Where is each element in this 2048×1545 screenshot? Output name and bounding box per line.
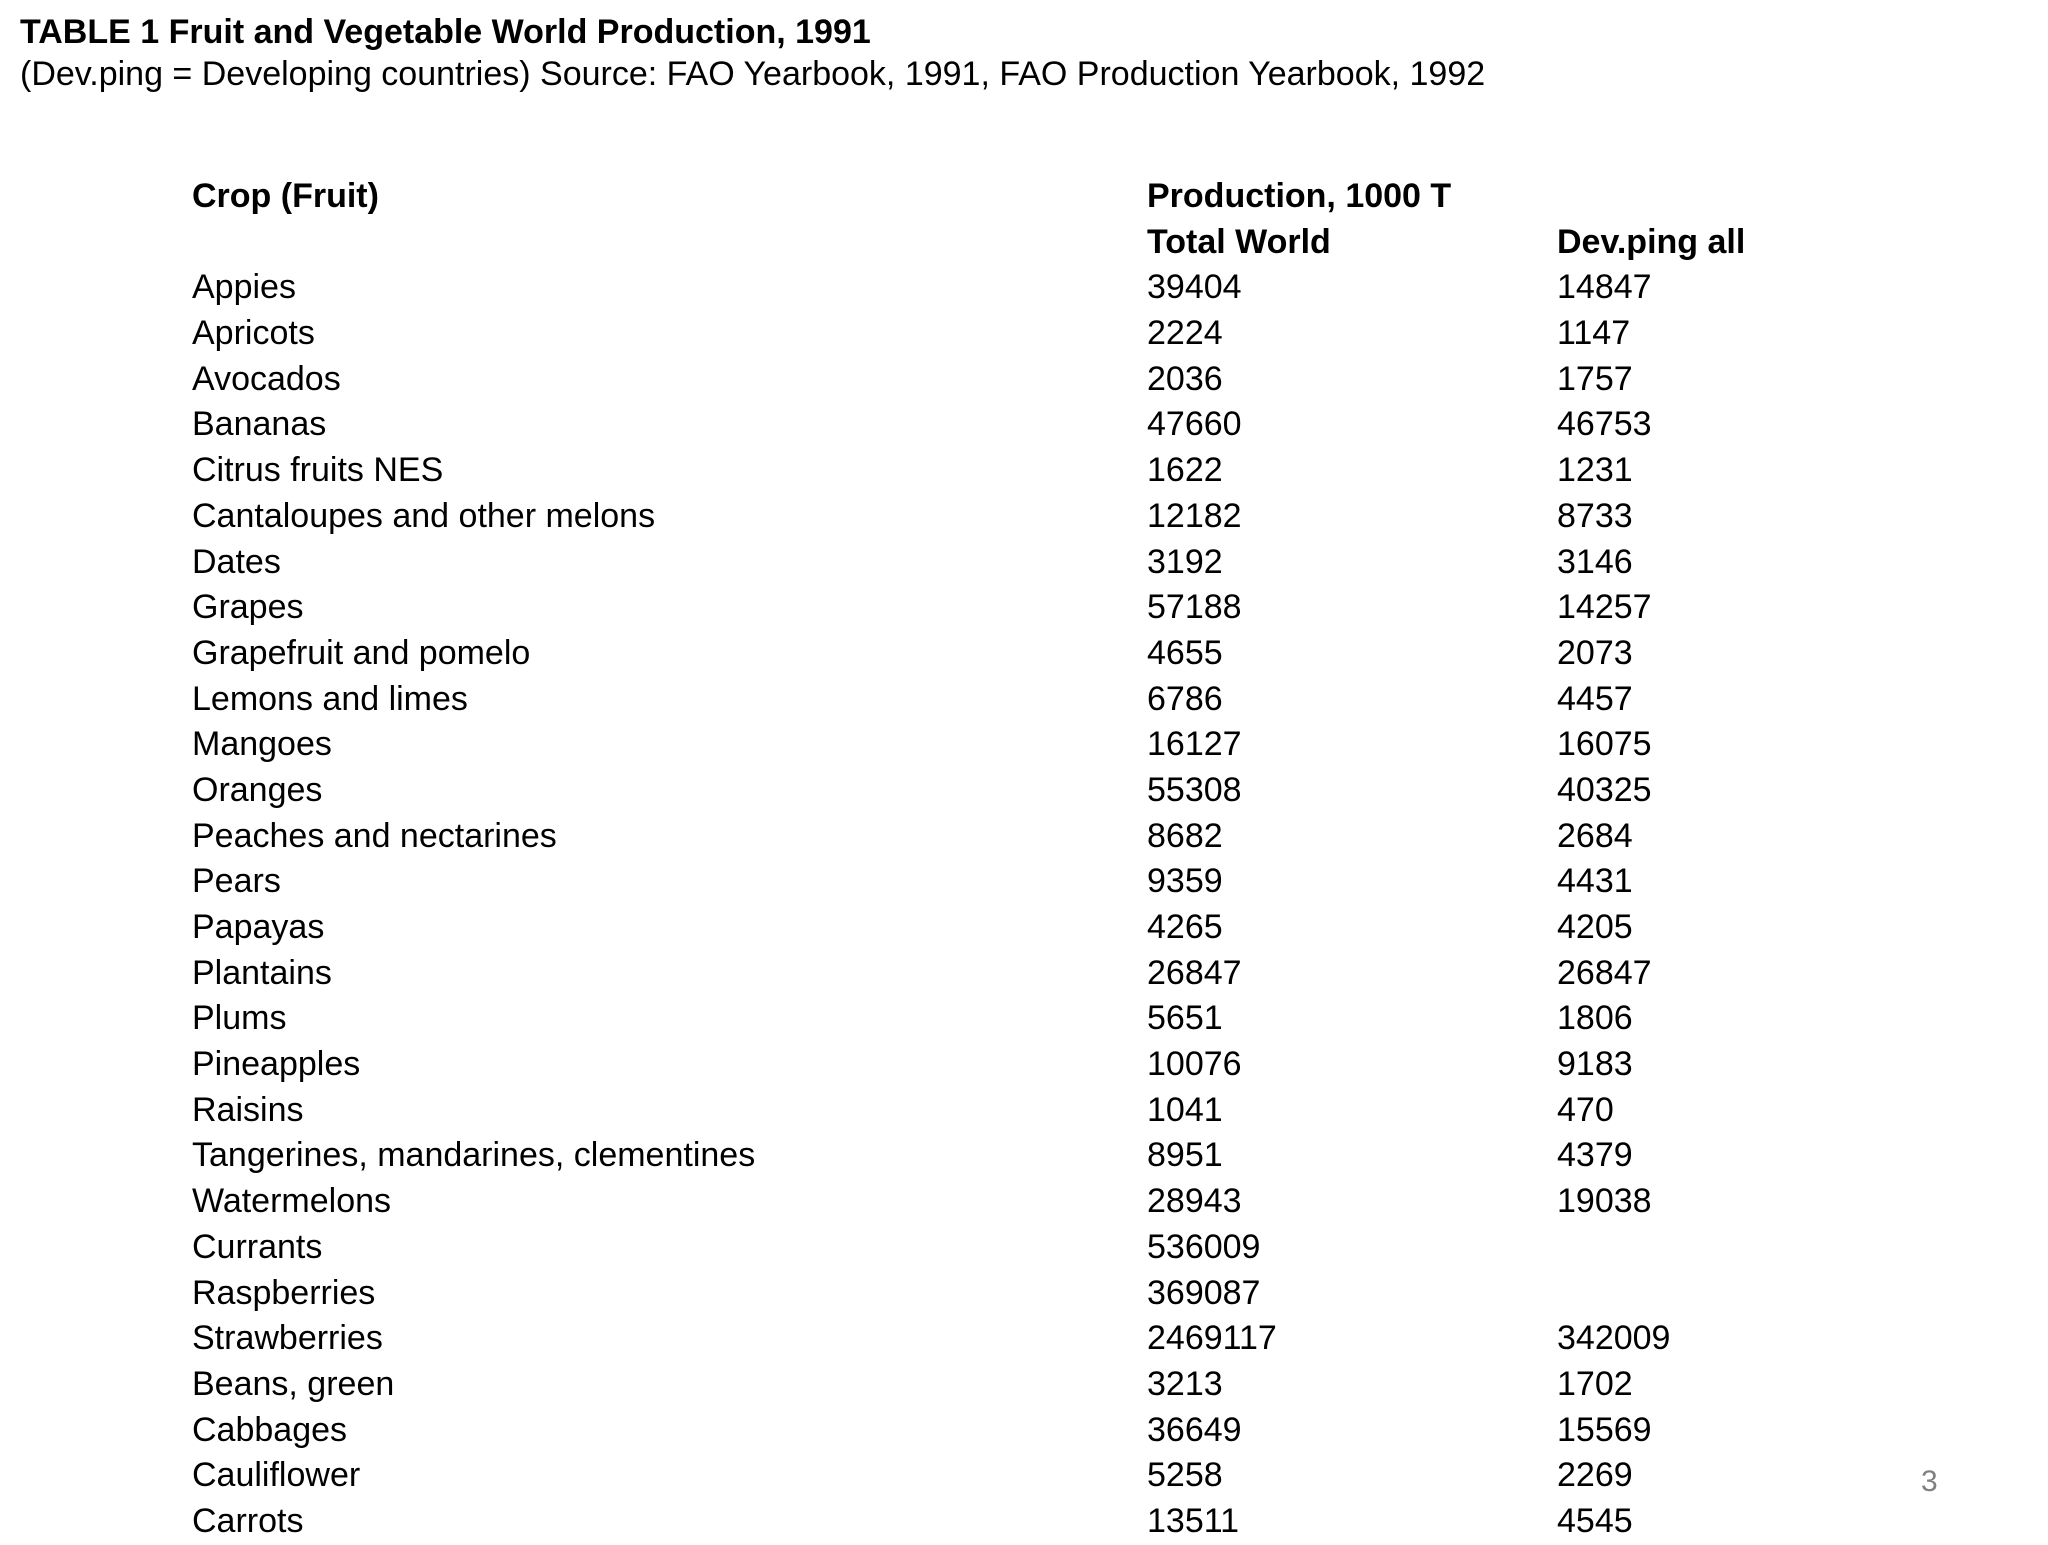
dev-ping-all-cell: 19038 bbox=[1557, 1182, 1652, 1221]
crop-cell: Cantaloupes and other melons bbox=[192, 496, 656, 535]
dev-ping-all-cell: 2073 bbox=[1557, 633, 1633, 672]
crop-cell: Tangerines, mandarines, clementines bbox=[192, 1136, 756, 1175]
total-world-cell: 2224 bbox=[1147, 314, 1223, 353]
crop-cell: Apricots bbox=[192, 314, 315, 353]
total-world-cell: 13511 bbox=[1147, 1501, 1240, 1540]
crop-cell: Carrots bbox=[192, 1501, 304, 1540]
total-world-cell: 1622 bbox=[1147, 451, 1223, 490]
total-world-cell: 3192 bbox=[1147, 542, 1223, 581]
dev-ping-all-cell: 8733 bbox=[1557, 496, 1633, 535]
dev-ping-all-cell: 9183 bbox=[1557, 1045, 1633, 1084]
dev-ping-all-cell: 4457 bbox=[1557, 679, 1633, 718]
dev-ping-all-cell: 1806 bbox=[1557, 999, 1633, 1038]
crop-cell: Plums bbox=[192, 999, 287, 1038]
crop-cell: Raisins bbox=[192, 1090, 304, 1129]
dev-ping-all-cell: 14847 bbox=[1557, 268, 1652, 307]
total-world-cell: 16127 bbox=[1147, 725, 1242, 764]
total-world-cell: 9359 bbox=[1147, 862, 1223, 901]
total-world-cell: 28943 bbox=[1147, 1182, 1242, 1221]
dev-ping-all-cell: 14257 bbox=[1557, 588, 1652, 627]
total-world-cell: 12182 bbox=[1147, 496, 1242, 535]
dev-ping-all-cell: 342009 bbox=[1557, 1319, 1671, 1358]
column-header-crop: Crop (Fruit) bbox=[192, 177, 379, 215]
table-subtitle: (Dev.ping = Developing countries) Source: FAO Yearbook, 1991, FAO Production Yearbook, 1992 bbox=[20, 55, 1486, 93]
total-world-cell: 536009 bbox=[1147, 1227, 1261, 1266]
dev-ping-all-cell: 4545 bbox=[1557, 1501, 1633, 1540]
crop-cell: Lemons and limes bbox=[192, 679, 468, 718]
dev-ping-all-cell: 2269 bbox=[1557, 1456, 1633, 1495]
total-world-cell: 57188 bbox=[1147, 588, 1242, 627]
crop-cell: Mangoes bbox=[192, 725, 332, 764]
dev-ping-all-cell: 40325 bbox=[1557, 770, 1652, 809]
page-number: 3 bbox=[1921, 1465, 1938, 1498]
crop-cell: Papayas bbox=[192, 908, 325, 946]
total-world-cell: 8951 bbox=[1147, 1136, 1223, 1175]
crop-cell: Avocados bbox=[192, 359, 341, 398]
crop-cell: Cabbages bbox=[192, 1410, 348, 1449]
total-world-cell: 6786 bbox=[1147, 679, 1223, 718]
total-world-cell: 2469117 bbox=[1147, 1319, 1277, 1358]
dev-ping-all-cell: 1147 bbox=[1557, 314, 1631, 353]
dev-ping-all-cell: 1231 bbox=[1557, 451, 1633, 490]
total-world-cell: 36649 bbox=[1147, 1410, 1242, 1449]
total-world-cell: 39404 bbox=[1147, 268, 1242, 307]
crop-cell: Raspberries bbox=[192, 1273, 376, 1312]
total-world-cell: 4655 bbox=[1147, 633, 1223, 672]
total-world-cell: 369087 bbox=[1147, 1273, 1261, 1312]
crop-cell: Cauliflower bbox=[192, 1456, 361, 1495]
crop-cell: Watermelons bbox=[192, 1182, 392, 1221]
total-world-cell: 4265 bbox=[1147, 908, 1223, 946]
crop-cell: Bananas bbox=[192, 405, 327, 444]
crop-cell: Peaches and nectarines bbox=[192, 816, 557, 855]
crop-cell: Appies bbox=[192, 268, 296, 307]
crop-cell: Beans, green bbox=[192, 1364, 395, 1403]
total-world-cell: 55308 bbox=[1147, 770, 1242, 809]
total-world-cell: 8682 bbox=[1147, 816, 1223, 855]
total-world-cell: 5258 bbox=[1147, 1456, 1223, 1495]
column-header-production: Production, 1000 T bbox=[1147, 177, 1452, 215]
dev-ping-all-cell: 4431 bbox=[1557, 862, 1633, 901]
total-world-cell: 2036 bbox=[1147, 359, 1223, 398]
dev-ping-all-cell: 4205 bbox=[1557, 908, 1633, 946]
crop-cell: Grapefruit and pomelo bbox=[192, 633, 531, 672]
dev-ping-all-cell: 26847 bbox=[1557, 953, 1652, 992]
total-world-cell: 47660 bbox=[1147, 405, 1242, 444]
dev-ping-all-cell: 4379 bbox=[1557, 1136, 1633, 1175]
crop-cell: Grapes bbox=[192, 588, 304, 627]
crop-cell: Pears bbox=[192, 862, 281, 901]
dev-ping-all-cell: 470 bbox=[1557, 1090, 1614, 1129]
total-world-cell: 1041 bbox=[1147, 1090, 1223, 1129]
total-world-cell: 3213 bbox=[1147, 1364, 1223, 1403]
dev-ping-all-cell: 46753 bbox=[1557, 405, 1652, 444]
total-world-cell: 5651 bbox=[1147, 999, 1223, 1038]
crop-cell: Citrus fruits NES bbox=[192, 451, 444, 490]
crop-cell: Currants bbox=[192, 1227, 323, 1266]
dev-ping-all-cell: 2684 bbox=[1557, 816, 1633, 855]
total-world-cell: 10076 bbox=[1147, 1045, 1242, 1084]
dev-ping-all-cell: 15569 bbox=[1557, 1410, 1652, 1449]
column-header-total-world: Total World bbox=[1147, 222, 1331, 261]
crop-cell: Plantains bbox=[192, 953, 332, 992]
dev-ping-all-cell: 1757 bbox=[1557, 359, 1633, 398]
dev-ping-all-cell: 16075 bbox=[1557, 725, 1652, 764]
dev-ping-all-cell: 3146 bbox=[1557, 542, 1633, 581]
table-title: TABLE 1 Fruit and Vegetable World Production, 1991 bbox=[20, 13, 871, 51]
column-header-dev-ping-all: Dev.ping all bbox=[1557, 222, 1746, 261]
crop-cell: Strawberries bbox=[192, 1319, 383, 1358]
crop-cell: Pineapples bbox=[192, 1045, 361, 1084]
crop-cell: Oranges bbox=[192, 770, 323, 809]
total-world-cell: 26847 bbox=[1147, 953, 1242, 992]
crop-cell: Dates bbox=[192, 542, 281, 581]
dev-ping-all-cell: 1702 bbox=[1557, 1364, 1633, 1403]
